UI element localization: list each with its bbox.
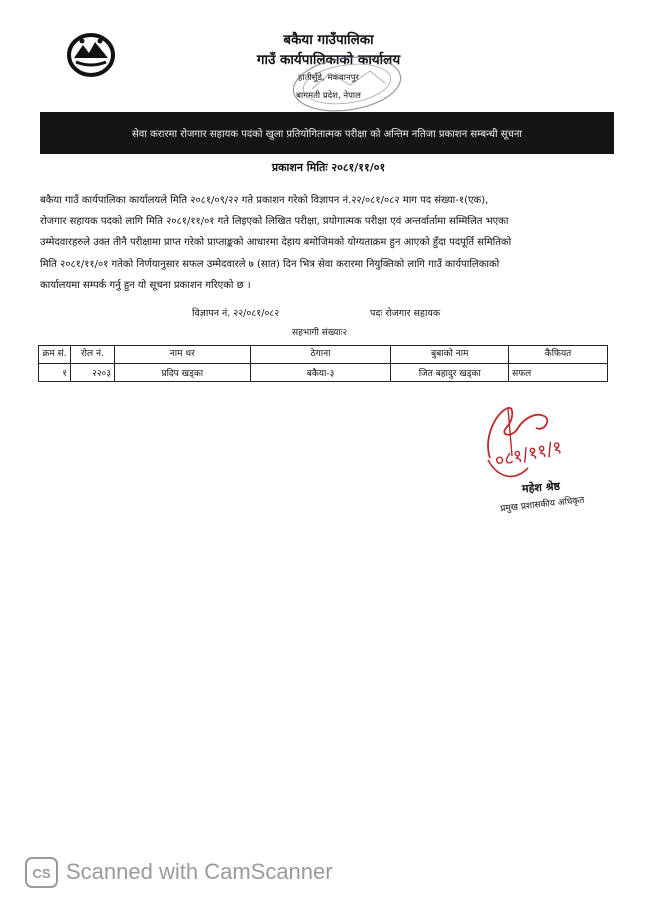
camscanner-watermark: Scanned with CamScanner: [66, 859, 333, 884]
cell-remarks: सफल: [509, 364, 608, 382]
camscanner-logo-icon: [25, 857, 58, 888]
table-row: [39, 364, 608, 382]
cell-name: प्रदिप खड्का: [114, 364, 250, 382]
cell-serial: १: [39, 364, 71, 382]
notice-body: [40, 190, 612, 296]
participant-count: सहभागी संख्याः२: [292, 328, 348, 338]
header-serial: क्रम सं.: [39, 346, 71, 364]
publication-date: प्रकाशन मितिः २०८१/११/०१: [271, 161, 386, 174]
office-stamp: [290, 55, 405, 113]
header-roll: रोल नं.: [70, 346, 114, 364]
notice-title: सेवा करारमा रोजगार सहायक पदको खुला प्रतियोगितात्मक परीक्षा को अन्तिम नतिजा प्रकाशन सम्बन्धी सूचना: [132, 129, 522, 140]
signatory-name: महेश श्रेष्ठ: [521, 479, 561, 496]
notice-body-line: रोजगार सहायक पदको लागि मिति २०८१/११/०१ गते लिइएको लिखित परीक्षा, प्रयोगात्मक परीक्षा एवं अन्तर्वार्तामा सम्मिलित भएका: [40, 216, 509, 228]
camscanner-badge: CS: [32, 866, 51, 881]
header-remarks: कैफियत: [509, 346, 608, 364]
notice-body-line: उम्मेदवारहरुले उक्त तीनै परीक्षामा प्राप्त गरेको प्राप्ताङ्कको आधारमा देहाय बमोजिमको योग्यताक्रम हुन आएको हुँदा पदपूर्ति समितिको: [40, 237, 512, 249]
post-name: पदः रोजगार सहायक: [370, 308, 441, 319]
header-father-name: बुबाको नाम: [391, 346, 509, 364]
results-table: [38, 345, 608, 382]
header-name: नाम थर: [114, 346, 250, 364]
notice-body-line: मिति २०८१/११/०१ गतेको निर्णयानुसार सफल उम्मेदवारले ७ (सात) दिन भित्र सेवा करारमा नियुक्तिको लागि गाउँ कार्यपालिकाको: [40, 258, 500, 270]
table-header-row: [39, 346, 608, 364]
notice-title-banner: [40, 112, 614, 154]
advertisement-number: विज्ञापन नं. २२/०८१/०८२: [192, 308, 280, 319]
municipality-name: बकैया गाउँपालिका: [283, 32, 374, 48]
signatory-title: प्रमुख प्रशासकीय अधिकृत: [499, 495, 585, 515]
header-address: ठेगाना: [250, 346, 391, 364]
address-line-1: हातीसुँडे, मकवानपुर: [297, 73, 360, 83]
notice-body-line: बकैया गाउँ कार्यपालिका कार्यालयले मिति २०८१/०९/२२ गते प्रकाशन गरेको विज्ञापन नं.२२/०८१/०८२ माग पद संख्या-१(एक),: [40, 195, 489, 206]
cell-father-name: जित बहादुर खड्का: [391, 364, 509, 382]
office-name: गाउँ कार्यपालिकाको कार्यालय: [256, 52, 401, 68]
notice-body-line: कार्यालयमा सम्पर्क गर्नु हुन यो सूचना प्रकाशन गरिएको छ ।: [40, 279, 251, 291]
address-line-2: बागमती प्रदेश, नेपाल: [296, 91, 361, 101]
cell-roll: २२०३: [70, 364, 114, 382]
handwritten-date: ०८१/११/१: [492, 437, 565, 472]
handwritten-signature: [478, 398, 588, 490]
cell-address: बकैया-३: [250, 364, 391, 382]
